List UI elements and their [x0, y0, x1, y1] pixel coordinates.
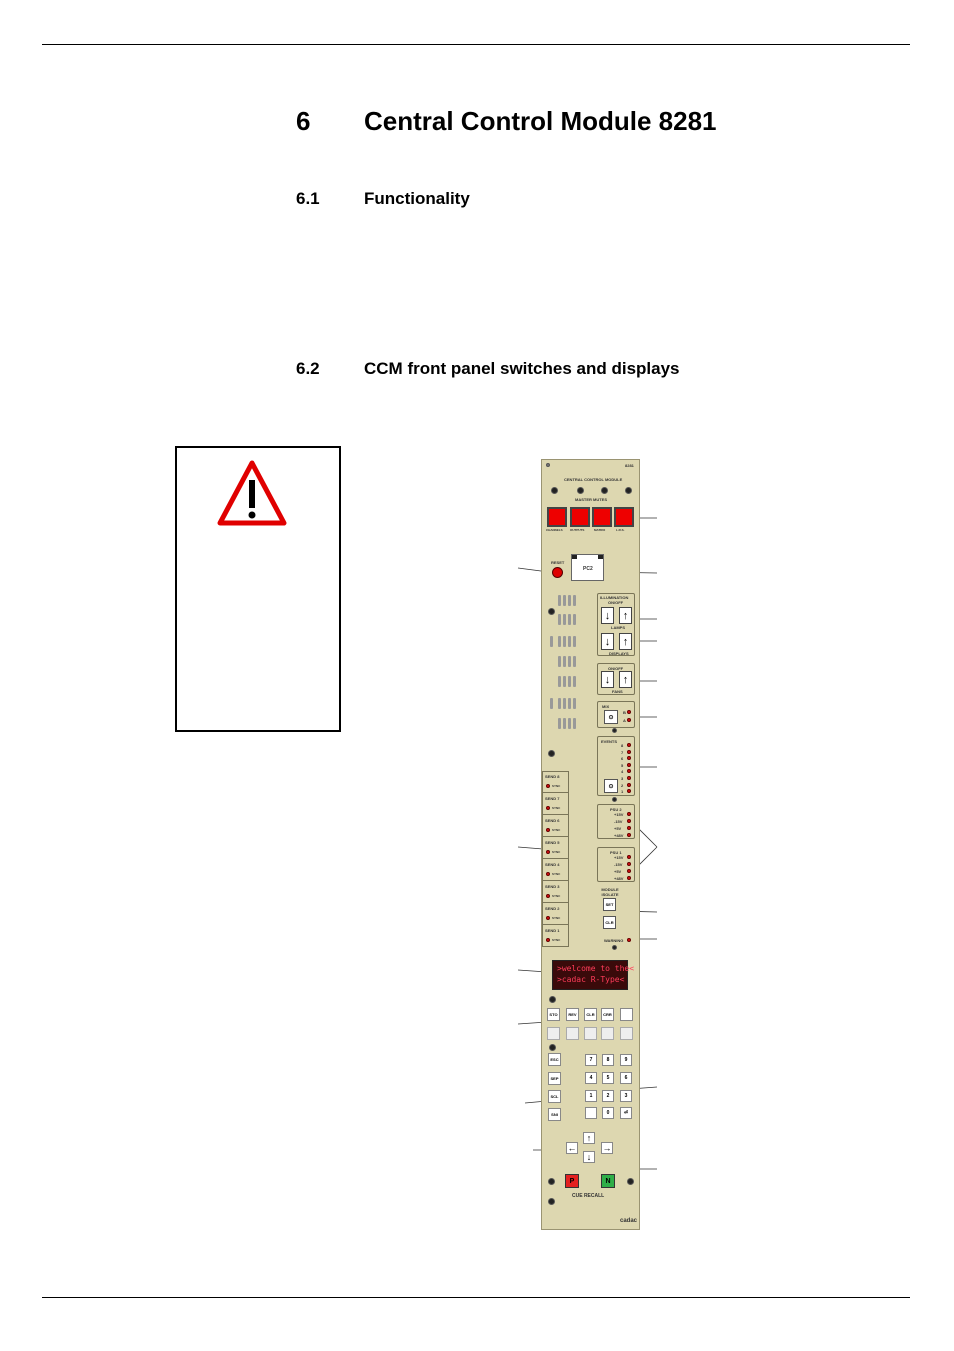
- psu1-label: PSU 1: [610, 850, 622, 855]
- vent-slot: [568, 676, 571, 687]
- mute-outputs-button[interactable]: [570, 507, 590, 527]
- sync-label: SYNC: [552, 872, 561, 876]
- psu2-led-label: +48V: [614, 833, 624, 838]
- soft-key[interactable]: [584, 1027, 597, 1040]
- numpad-key[interactable]: 1: [585, 1090, 597, 1102]
- send-label: SEND 8: [545, 774, 560, 779]
- section-1-title: Functionality: [364, 189, 470, 208]
- chapter-number: 6: [296, 106, 311, 136]
- mix-select-button[interactable]: ⊙: [604, 710, 618, 724]
- panel-screw: [548, 1178, 555, 1185]
- sync-label: SYNC: [552, 916, 561, 920]
- send-item: [543, 882, 569, 903]
- vent-slot: [573, 718, 576, 729]
- clr-key[interactable]: CLR: [584, 1008, 597, 1021]
- mix-led-label: A: [623, 718, 626, 723]
- panel-screw: [577, 487, 584, 494]
- events-led-label: 8: [621, 743, 624, 748]
- events-led: [627, 750, 631, 754]
- psu2-led: [627, 826, 631, 830]
- events-label: EVENTS: [601, 739, 618, 744]
- illumination-label: ILLUMINATION: [600, 595, 629, 600]
- panel-screw: [548, 1198, 555, 1205]
- mute-label: OUTPUTS: [570, 528, 585, 532]
- soft-key[interactable]: [566, 1027, 579, 1040]
- panel-screw: [551, 487, 558, 494]
- events-select-button[interactable]: ⊙: [604, 779, 618, 793]
- events-led: [627, 763, 631, 767]
- send-item: [543, 926, 569, 947]
- cursor-down-key[interactable]: ↓: [583, 1151, 595, 1163]
- warning-label: WARNING: [604, 938, 624, 943]
- send-label: SEND 1: [545, 928, 560, 933]
- mute-lrs-button[interactable]: [614, 507, 634, 527]
- vent-slot: [568, 614, 571, 625]
- chapter-title: Central Control Module 8281: [364, 106, 717, 136]
- illumination-onoff-label: ON/OFF: [608, 600, 624, 605]
- sync-label: SYNC: [552, 784, 561, 788]
- soft-key[interactable]: [547, 1027, 560, 1040]
- vent-slot: [563, 636, 566, 647]
- fans-down-button[interactable]: ↓: [601, 671, 614, 688]
- numpad-key[interactable]: 7: [585, 1054, 597, 1066]
- send-label: SEND 4: [545, 862, 560, 867]
- panel-screw: [612, 797, 617, 802]
- reset-button[interactable]: [552, 567, 563, 578]
- sync-label: SYNC: [552, 806, 561, 810]
- numpad-key[interactable]: 4: [585, 1072, 597, 1084]
- sync-label: SYNC: [552, 828, 561, 832]
- psu2-led-label: +15V: [614, 812, 624, 817]
- sync-led: [546, 894, 550, 898]
- vent-slot: [558, 656, 561, 667]
- vent-slot: [563, 656, 566, 667]
- rev-key[interactable]: REV: [566, 1008, 579, 1021]
- events-led-label: 1: [621, 789, 624, 795]
- psu1-led: [627, 862, 631, 866]
- sep-key[interactable]: SEP: [548, 1072, 561, 1085]
- brand-logo: cadac: [620, 1218, 638, 1224]
- cursor-left-key[interactable]: ←: [567, 1143, 577, 1153]
- reset-label: RESET: [551, 560, 565, 565]
- cue-next-button[interactable]: N: [601, 1174, 615, 1188]
- vent-slot: [563, 698, 566, 709]
- send-label: SEND 7: [545, 796, 560, 801]
- panel-screw: [627, 1178, 634, 1185]
- panel-screw: [548, 608, 555, 615]
- cue-recall-label: CUE RECALL: [572, 1193, 605, 1199]
- sends-strip: [542, 771, 569, 947]
- psu1-led: [627, 869, 631, 873]
- sync-led: [546, 828, 550, 832]
- panel-screw: [549, 996, 556, 1003]
- send-item: [543, 794, 569, 815]
- events-led: [627, 783, 631, 787]
- vent-slot: [573, 698, 576, 709]
- panel-screw: [549, 1044, 556, 1051]
- mute-label: CHANNELS: [546, 528, 563, 532]
- send-item: [543, 860, 569, 881]
- vent-slot: [573, 614, 576, 625]
- ccm-front-panel: [541, 459, 640, 1230]
- sto-key[interactable]: STO: [547, 1008, 560, 1021]
- sync-label: SYNC: [552, 850, 561, 854]
- mix-led-a: [627, 718, 631, 722]
- crr-key[interactable]: CRR: [601, 1008, 614, 1021]
- vent-slot: [568, 656, 571, 667]
- section-2-title: CCM front panel switches and displays: [364, 359, 680, 378]
- psu2-led: [627, 812, 631, 816]
- lamps-label: LAMPS: [611, 625, 625, 630]
- fans-group: [597, 663, 635, 695]
- psu2-led-label: -15V: [614, 819, 623, 824]
- events-led: [627, 743, 631, 747]
- vent-slot: [558, 718, 561, 729]
- fans-onoff-label: ON/OFF: [608, 666, 624, 671]
- mute-channels-button[interactable]: [547, 507, 567, 527]
- send-label: SEND 6: [545, 818, 560, 823]
- events-led: [627, 776, 631, 780]
- vent-slot: [563, 595, 566, 606]
- vent-slot: [558, 698, 561, 709]
- vent-slot: [550, 636, 553, 647]
- panel-screw: [625, 487, 632, 494]
- mix-group: [597, 701, 635, 728]
- isolate-set-button[interactable]: SET: [603, 898, 616, 911]
- cue-previous-button[interactable]: P: [565, 1174, 579, 1188]
- mix-led-b: [627, 710, 631, 714]
- master-mutes-label: MASTER MUTES: [575, 497, 607, 502]
- soft-key[interactable]: [620, 1027, 633, 1040]
- events-led-label: 3: [621, 776, 624, 781]
- events-led-label: 5: [621, 762, 624, 768]
- vent-slot: [558, 595, 561, 606]
- section-2-number: 6.2: [296, 359, 320, 378]
- display-line-2: >cadac R-Type<: [557, 975, 625, 984]
- psu1-led: [627, 855, 631, 859]
- send-label: SEND 3: [545, 884, 560, 889]
- pc-card-label: PC2: [583, 566, 593, 572]
- send-label: SEND 2: [545, 906, 560, 911]
- vent-slot: [568, 718, 571, 729]
- numpad-key[interactable]: 3: [620, 1090, 632, 1102]
- vent-slot: [558, 614, 561, 625]
- vent-slot: [563, 718, 566, 729]
- numpad-key[interactable]: 8: [602, 1054, 614, 1066]
- lamps-up-button[interactable]: ↑: [619, 607, 632, 624]
- panel-screw: [601, 487, 608, 494]
- vent-slot: [563, 676, 566, 687]
- vent-slot: [568, 698, 571, 709]
- numpad-key[interactable]: [585, 1107, 597, 1119]
- vent-slot: [568, 595, 571, 606]
- display-line-1: >welcome to the<: [557, 964, 635, 973]
- vent-slot: [573, 656, 576, 667]
- vent-slot: [550, 698, 553, 709]
- warning-led: [627, 938, 631, 942]
- psu2-led-label: +5V: [614, 826, 622, 831]
- sync-led: [546, 850, 550, 854]
- send-item: [543, 904, 569, 925]
- vent-slot: [568, 636, 571, 647]
- psu2-label: PSU 2: [610, 807, 622, 812]
- sync-led: [546, 916, 550, 920]
- numpad-key[interactable]: 2: [602, 1090, 614, 1102]
- psu1-led-label: +15V: [614, 855, 624, 860]
- panel-screw: [612, 945, 617, 950]
- sni-key[interactable]: SNI: [548, 1108, 561, 1121]
- sync-led: [546, 784, 550, 788]
- send-item: [543, 816, 569, 837]
- panel-screw: [546, 463, 550, 467]
- sync-led: [546, 806, 550, 810]
- cursor-right-key[interactable]: →: [602, 1143, 612, 1153]
- vent-slot: [573, 676, 576, 687]
- vent-slot: [563, 614, 566, 625]
- displays-down-button[interactable]: ↓: [601, 633, 614, 650]
- send-label: SEND 5: [545, 840, 560, 845]
- sync-led: [546, 938, 550, 942]
- module-isolate-label: MODULE ISOLATE: [601, 887, 619, 897]
- panel-screw: [548, 750, 555, 757]
- pc-card-slot[interactable]: [571, 554, 604, 581]
- mix-label: MIX: [602, 704, 610, 709]
- scl-key[interactable]: SCL: [548, 1090, 561, 1103]
- sync-label: SYNC: [552, 938, 561, 942]
- events-led-label: 4: [621, 769, 624, 775]
- soft-key[interactable]: [601, 1027, 614, 1040]
- illumination-group: [597, 593, 635, 656]
- fans-up-button[interactable]: ↑: [619, 671, 632, 688]
- psu1-led: [627, 876, 631, 880]
- psu2-led: [627, 833, 631, 837]
- numpad-key[interactable]: 5: [602, 1072, 614, 1084]
- isolate-clr-button[interactable]: CLR: [603, 916, 616, 929]
- numpad-key[interactable]: 6: [620, 1072, 632, 1084]
- events-led-label: 7: [621, 749, 624, 755]
- lcd-display: [552, 960, 635, 990]
- panel-name: CENTRAL CONTROL MODULE: [564, 477, 623, 482]
- fans-label: FANS: [612, 689, 623, 694]
- displays-up-button[interactable]: ↑: [619, 633, 632, 650]
- psu1-led-label: +5V: [614, 869, 622, 874]
- psu1-led-label: +48V: [614, 876, 624, 881]
- esc-key[interactable]: ESC: [548, 1053, 561, 1066]
- vent-slot: [573, 636, 576, 647]
- sync-led: [546, 872, 550, 876]
- panel-screw: [612, 728, 617, 733]
- mix-led-label: B: [623, 710, 626, 715]
- func-key-blank[interactable]: [620, 1008, 633, 1021]
- events-led-label: 6: [621, 756, 624, 762]
- vent-slot: [558, 676, 561, 687]
- cursor-up-key[interactable]: ↑: [583, 1132, 595, 1144]
- vent-slot: [558, 636, 561, 647]
- vent-slot: [573, 595, 576, 606]
- enter-key[interactable]: ⏎: [620, 1107, 632, 1119]
- numpad-key[interactable]: 9: [620, 1054, 632, 1066]
- send-item: [543, 772, 569, 793]
- events-led-label: 2: [621, 782, 624, 788]
- panel-model: 8281: [625, 463, 634, 468]
- displays-label: DISPLAYS: [609, 651, 629, 656]
- psu1-led-label: -15V: [614, 862, 623, 867]
- send-item: [543, 838, 569, 859]
- section-1-number: 6.1: [296, 189, 320, 208]
- lamps-down-button[interactable]: ↓: [601, 607, 614, 624]
- sync-label: SYNC: [552, 894, 561, 898]
- psu2-led: [627, 819, 631, 823]
- mute-matrix-button[interactable]: [592, 507, 612, 527]
- numpad-key[interactable]: 0: [602, 1107, 614, 1119]
- mute-label: L.R.S.: [616, 528, 625, 532]
- mute-label: MATRIX: [594, 528, 606, 532]
